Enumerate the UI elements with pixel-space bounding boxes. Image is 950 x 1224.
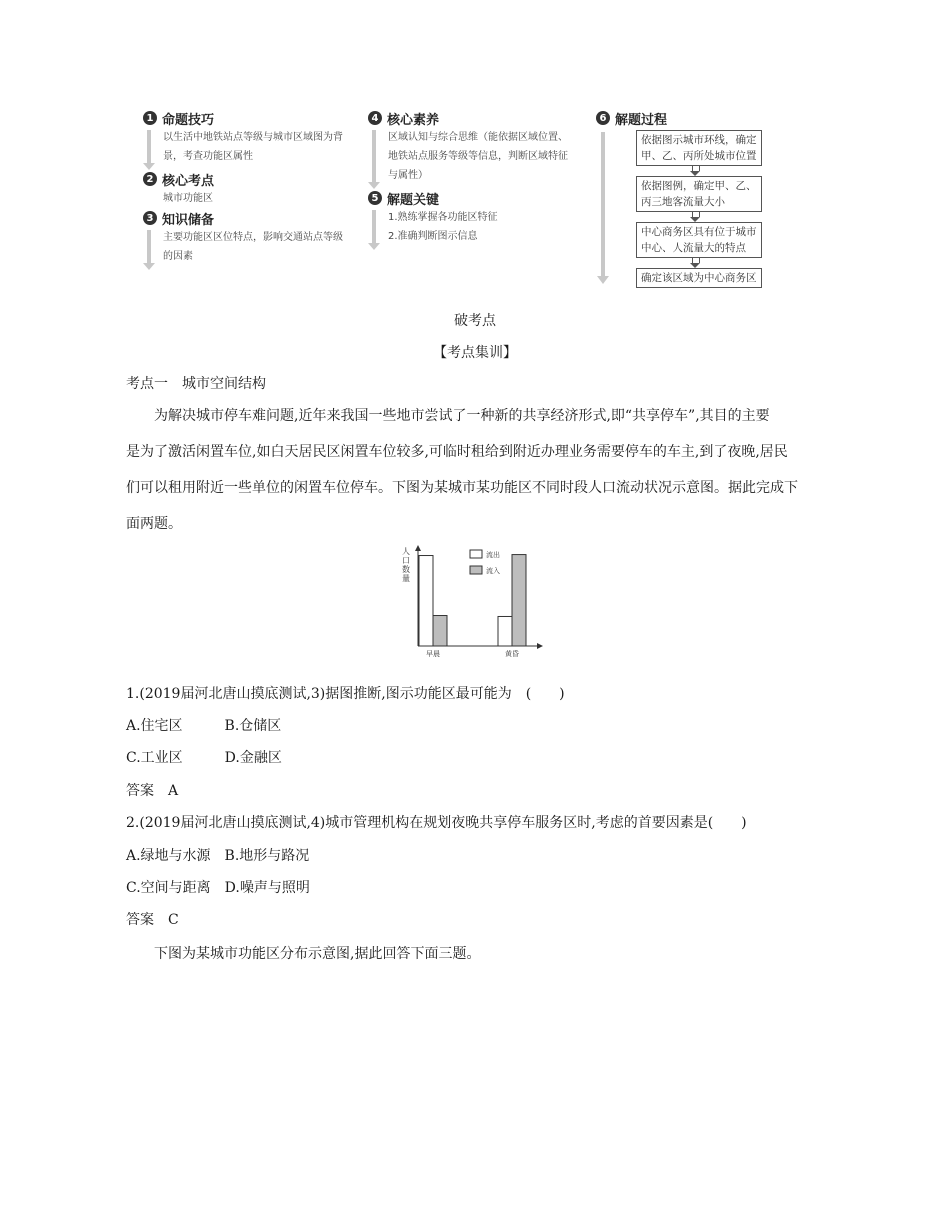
y-axis-arrow-icon (415, 545, 421, 551)
flow-section-6 (596, 108, 776, 128)
question-2-stem: 2.(2019届河北唐山摸底测试,4)城市管理机构在规划夜晚共享停车服务区时,考虑的首要因素是( ) (126, 815, 747, 831)
flow-section-3 (143, 208, 358, 228)
question-1-answer: 答案 A (126, 783, 179, 799)
subsection-heading: 【考点集训】 (433, 345, 517, 361)
down-arrow-icon (372, 210, 376, 244)
down-arrow-icon (372, 130, 376, 183)
step-number-badge: 2 (143, 172, 157, 186)
step-number-badge: 5 (368, 191, 382, 205)
down-arrow-icon (690, 166, 700, 176)
y-axis-label-char: 量 (402, 574, 410, 583)
arrow-head (597, 276, 609, 284)
x-tick-label: 黄昏 (505, 650, 519, 658)
bar-流入-早晨 (433, 616, 447, 646)
step-number-badge: 1 (143, 111, 157, 125)
section-body: 主要功能区区位特点，影响交通站点等级 的因素 (143, 228, 358, 266)
y-axis-label-char: 人 (402, 547, 410, 556)
flow-section-1 (143, 108, 358, 128)
population-flow-chart (400, 540, 550, 662)
legend-label: 流入 (486, 567, 500, 575)
outro-text: 下图为某城市功能区分布示意图,据此回答下面三题。 (154, 946, 481, 962)
x-axis-arrow-icon (537, 643, 543, 649)
section-title: 核心考点 (162, 173, 215, 189)
legend-swatch-流入 (470, 566, 482, 574)
down-arrow-icon (601, 132, 605, 276)
process-step-box: 确定该区域为中心商务区 (636, 268, 762, 288)
process-step-box: 依据图例，确定甲、乙、 丙三地客流量大小 (636, 176, 762, 212)
flow-section-2 (143, 169, 358, 189)
intro-line-3: 们可以租用附近一些单位的闲置车位停车。下图为某城市某功能区不同时段人口流动状况示意图。据此完成下 (126, 480, 798, 496)
flow-section-4 (368, 108, 588, 128)
intro-line-2: 是为了激活闲置车位,如白天居民区闲置车位较多,可临时租给到附近办理业务需要停车的车主,到了夜晚,居民 (126, 444, 788, 460)
section-title: 知识储备 (162, 212, 215, 228)
question-2-options-row-1: A.绿地与水源 B.地形与路况 (126, 848, 310, 864)
flow-column-1 (143, 108, 358, 266)
question-1-options-row-2: C.工业区 D.金融区 (126, 750, 282, 766)
bar-流入-黄昏 (512, 555, 526, 646)
section-title: 核心素养 (387, 112, 440, 128)
legend-swatch-流出 (470, 550, 482, 558)
step-number-badge: 3 (143, 211, 157, 225)
down-arrow-icon (690, 212, 700, 222)
flow-column-2 (368, 108, 588, 246)
question-1-options-row-1: A.住宅区 B.仓储区 (126, 718, 282, 734)
process-steps (596, 130, 776, 288)
bar-流出-黄昏 (498, 616, 512, 646)
section-body: 以生活中地铁站点等级与城市区域图为背 景，考查功能区属性 (143, 128, 358, 166)
flow-section-5 (368, 188, 588, 208)
section-heading: 破考点 (454, 313, 496, 329)
topic-title: 考点一 城市空间结构 (126, 376, 266, 392)
section-body: 城市功能区 (163, 193, 213, 204)
down-arrow-icon (690, 258, 700, 268)
bar-流出-早晨 (419, 556, 433, 646)
step-number-badge: 4 (368, 111, 382, 125)
down-arrow-icon (147, 230, 151, 264)
process-step-box: 中心商务区具有位于城市 中心、人流量大的特点 (636, 222, 762, 258)
y-axis-label-char: 口 (402, 556, 410, 565)
flow-column-3 (596, 108, 776, 288)
intro-line-1: 为解决城市停车难问题,近年来我国一些地市尝试了一种新的共享经济形式,即“共享停车”,其目的主要 (154, 408, 770, 424)
section-body: 1.熟练掌握各功能区特征 2.准确判断图示信息 (368, 208, 588, 246)
question-1-stem: 1.(2019届河北唐山摸底测试,3)据图推断,图示功能区最可能为 ( ) (126, 686, 565, 702)
down-arrow-icon (147, 130, 151, 164)
intro-line-4: 面两题。 (126, 516, 182, 532)
process-step-box: 依据图示城市环线，确定 甲、乙、丙所处城市位置 (636, 130, 762, 166)
section-title: 解题关键 (387, 192, 440, 208)
section-body: 区域认知与综合思维（能依据区域位置、 地铁站点服务等级等信息，判断区域特征 与属性） (368, 128, 588, 185)
y-axis-label-char: 数 (402, 565, 410, 574)
question-2-options-row-2: C.空间与距离 D.噪声与照明 (126, 880, 310, 896)
question-2-answer: 答案 C (126, 912, 179, 928)
step-number-badge: 6 (596, 111, 610, 125)
section-title: 命题技巧 (162, 112, 215, 128)
x-tick-label: 早晨 (426, 650, 440, 658)
section-title: 解题过程 (615, 112, 668, 128)
legend-label: 流出 (486, 551, 500, 559)
